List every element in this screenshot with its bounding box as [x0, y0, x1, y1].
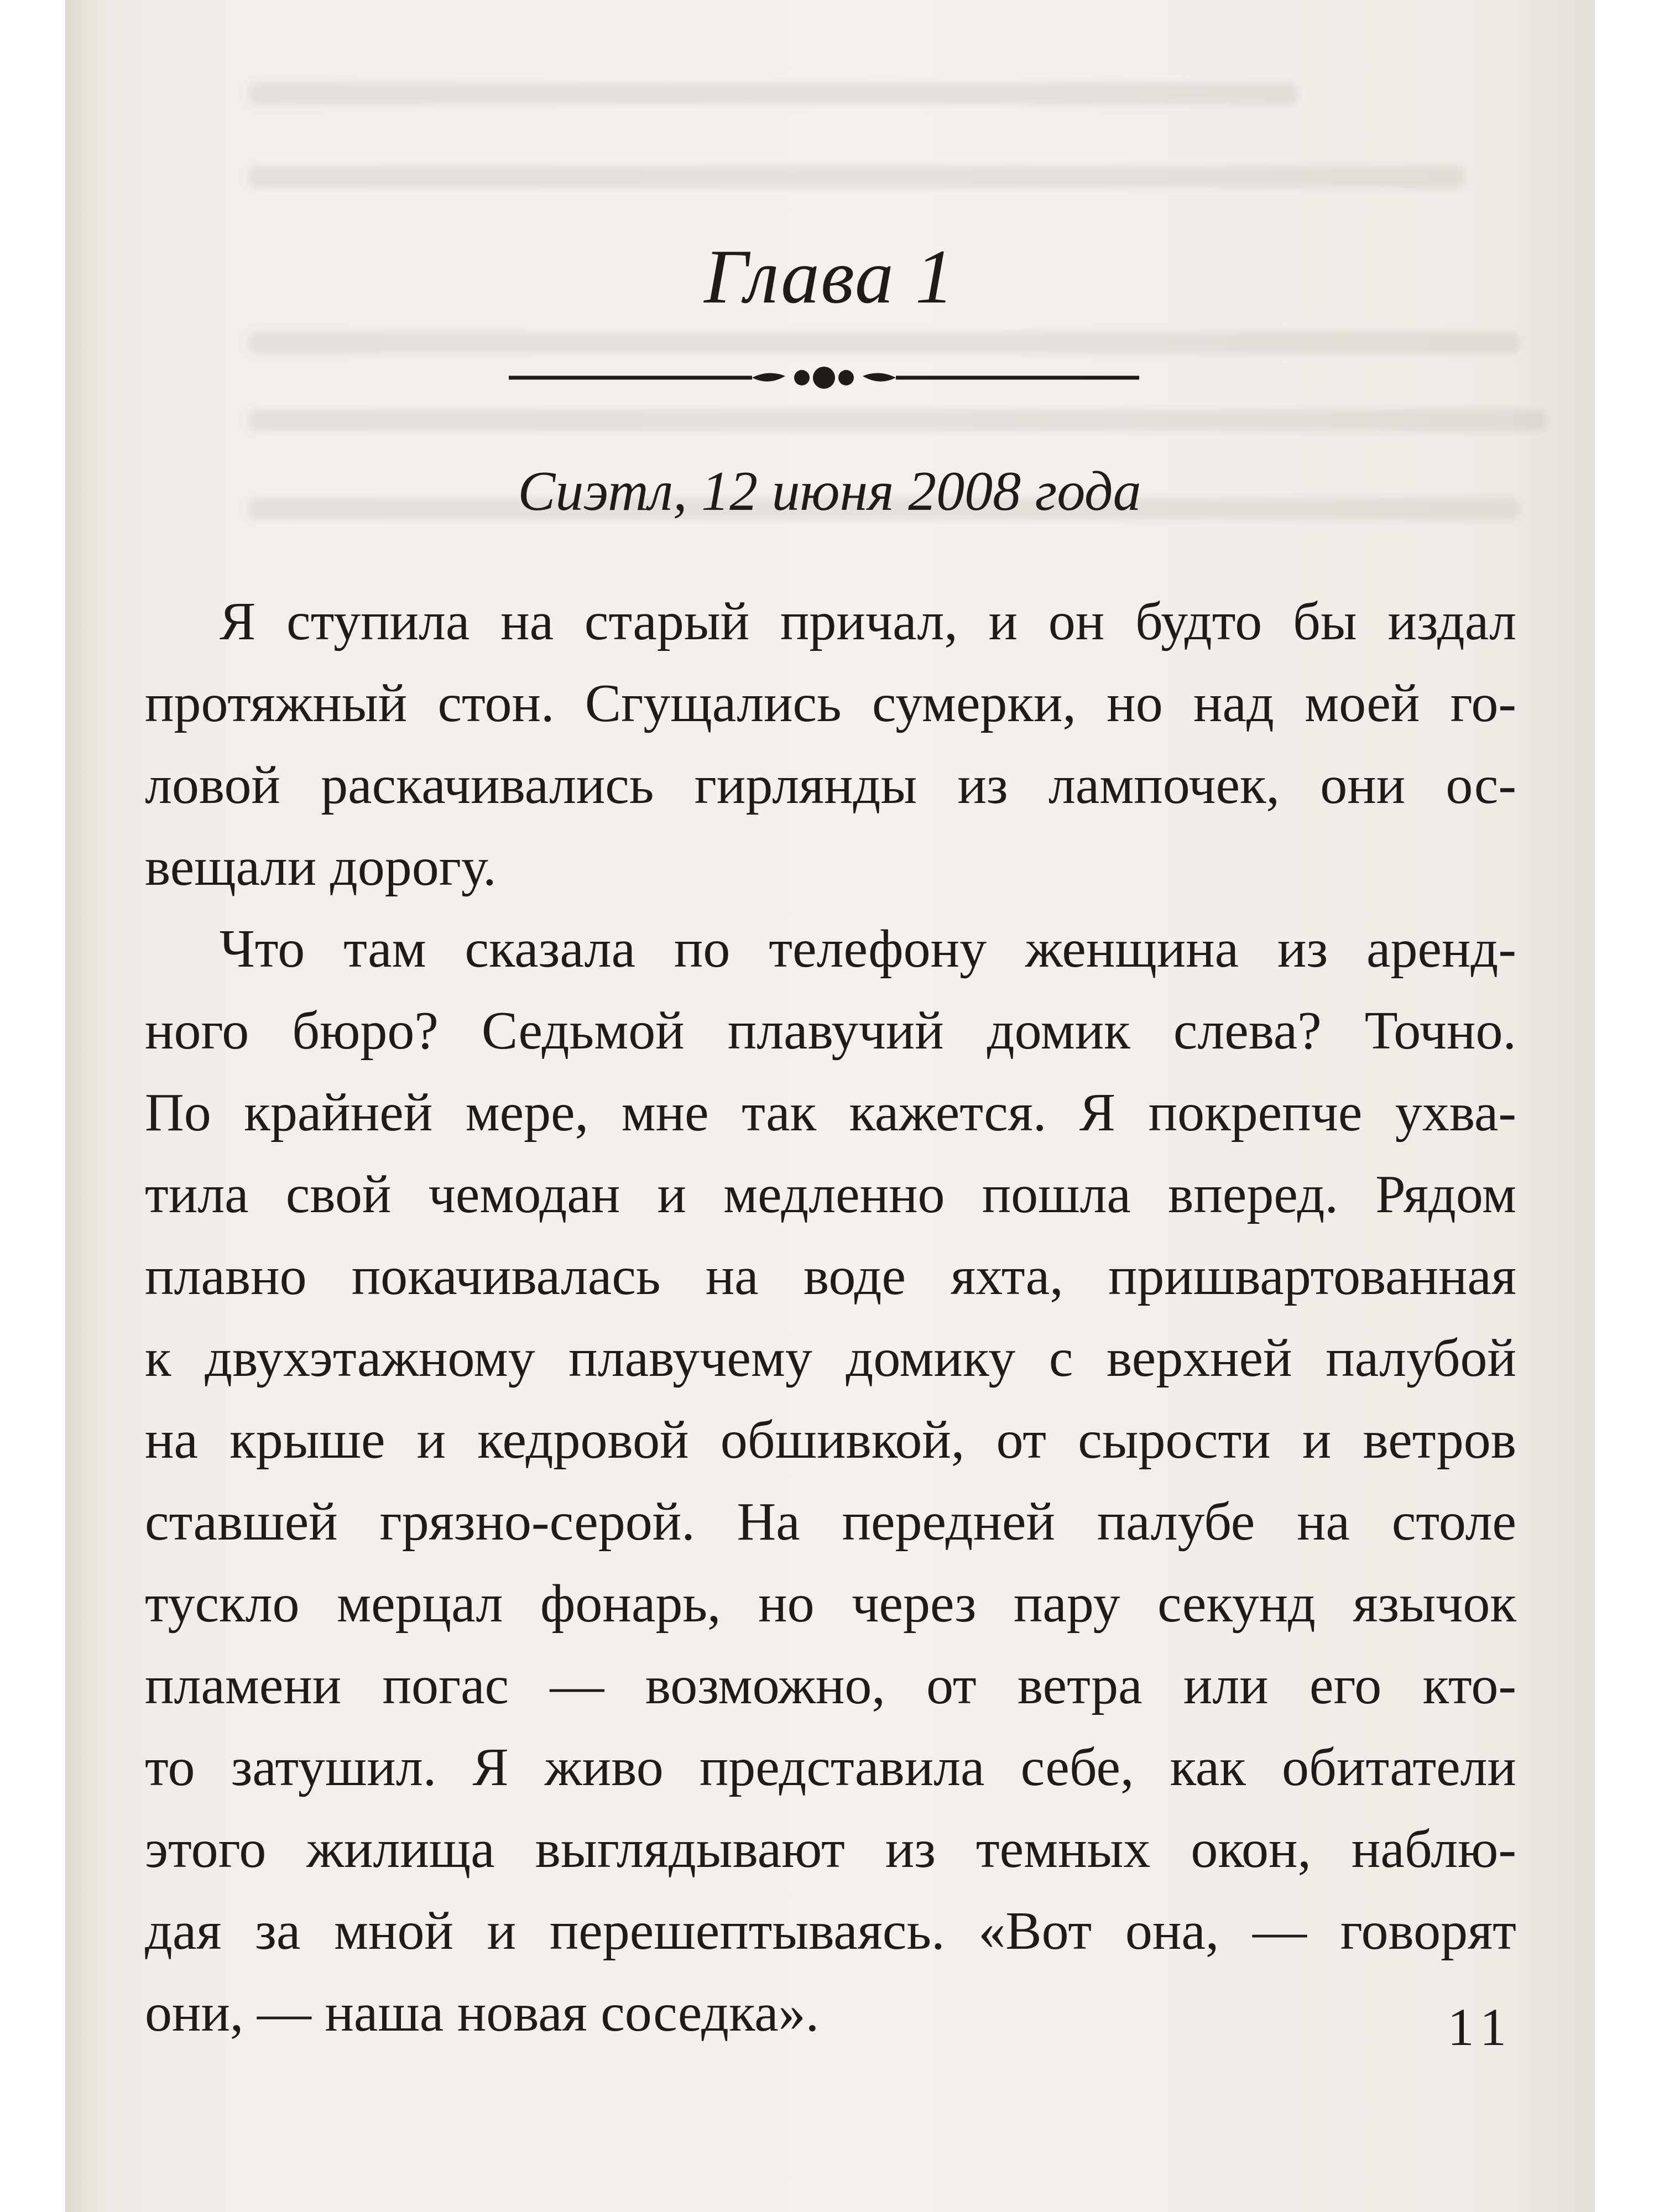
paragraph-2-line: плавно покачивалась на воде яхта, пришвартованная — [145, 1246, 1516, 1306]
show-through-text — [248, 332, 1520, 354]
paragraph-2-line: к двухэтажному плавучему домику с верхней палубой — [145, 1328, 1516, 1388]
paragraph-2-line: этого жилища выглядывают из темных окон, наблю- — [145, 1819, 1516, 1879]
paragraph-2-line: дая за мной и перешептываясь. «Вот она, — говорят — [145, 1901, 1516, 1961]
paragraph-2-line: По крайней мере, мне так кажется. Я покрепче ухва- — [145, 1083, 1516, 1142]
paragraph-2-line: то затушил. Я живо представила себе, как обитатели — [145, 1738, 1516, 1797]
chapter-title: Глава 1 — [704, 234, 955, 320]
dateline: Сиэтл, 12 июня 2008 года — [518, 460, 1141, 523]
paragraph-1-line: протяжный стон. Сгущались сумерки, но над моей го- — [145, 674, 1516, 733]
flourish-divider-icon — [509, 358, 1139, 397]
show-through-text — [248, 409, 1547, 431]
paragraph-1-line: вещали дорогу. — [145, 837, 497, 897]
paragraph-2-line: ного бюро? Седьмой плавучий домик слева? Точно. — [145, 1001, 1516, 1061]
page-number: 11 — [1447, 1997, 1514, 2057]
paragraph-2-line: Что там сказала по телефону женщина из аренд- — [220, 919, 1516, 979]
show-through-text — [248, 83, 1298, 105]
paragraph-2-line: тила свой чемодан и медленно пошла вперед. Рядом — [145, 1165, 1516, 1224]
paragraph-1-line: Я ступила на старый причал, и он будто бы издал — [220, 592, 1516, 651]
paragraph-2-line: пламени погас — возможно, от ветра или его кто- — [145, 1656, 1516, 1715]
paragraph-1-line: ловой раскачивались гирлянды из лампочек, они ос- — [145, 755, 1516, 815]
paragraph-2-line: на крыше и кедровой обшивкой, от сырости и ветров — [145, 1410, 1516, 1470]
paragraph-2-line: они, — наша новая соседка». — [145, 1983, 820, 2043]
body-text — [145, 581, 1516, 2054]
show-through-text — [248, 166, 1464, 188]
paragraph-2-line: тускло мерцал фонарь, но через пару секунд язычок — [145, 1574, 1516, 1634]
paragraph-2-line: ставшей грязно-серой. На передней палубе на столе — [145, 1492, 1516, 1552]
